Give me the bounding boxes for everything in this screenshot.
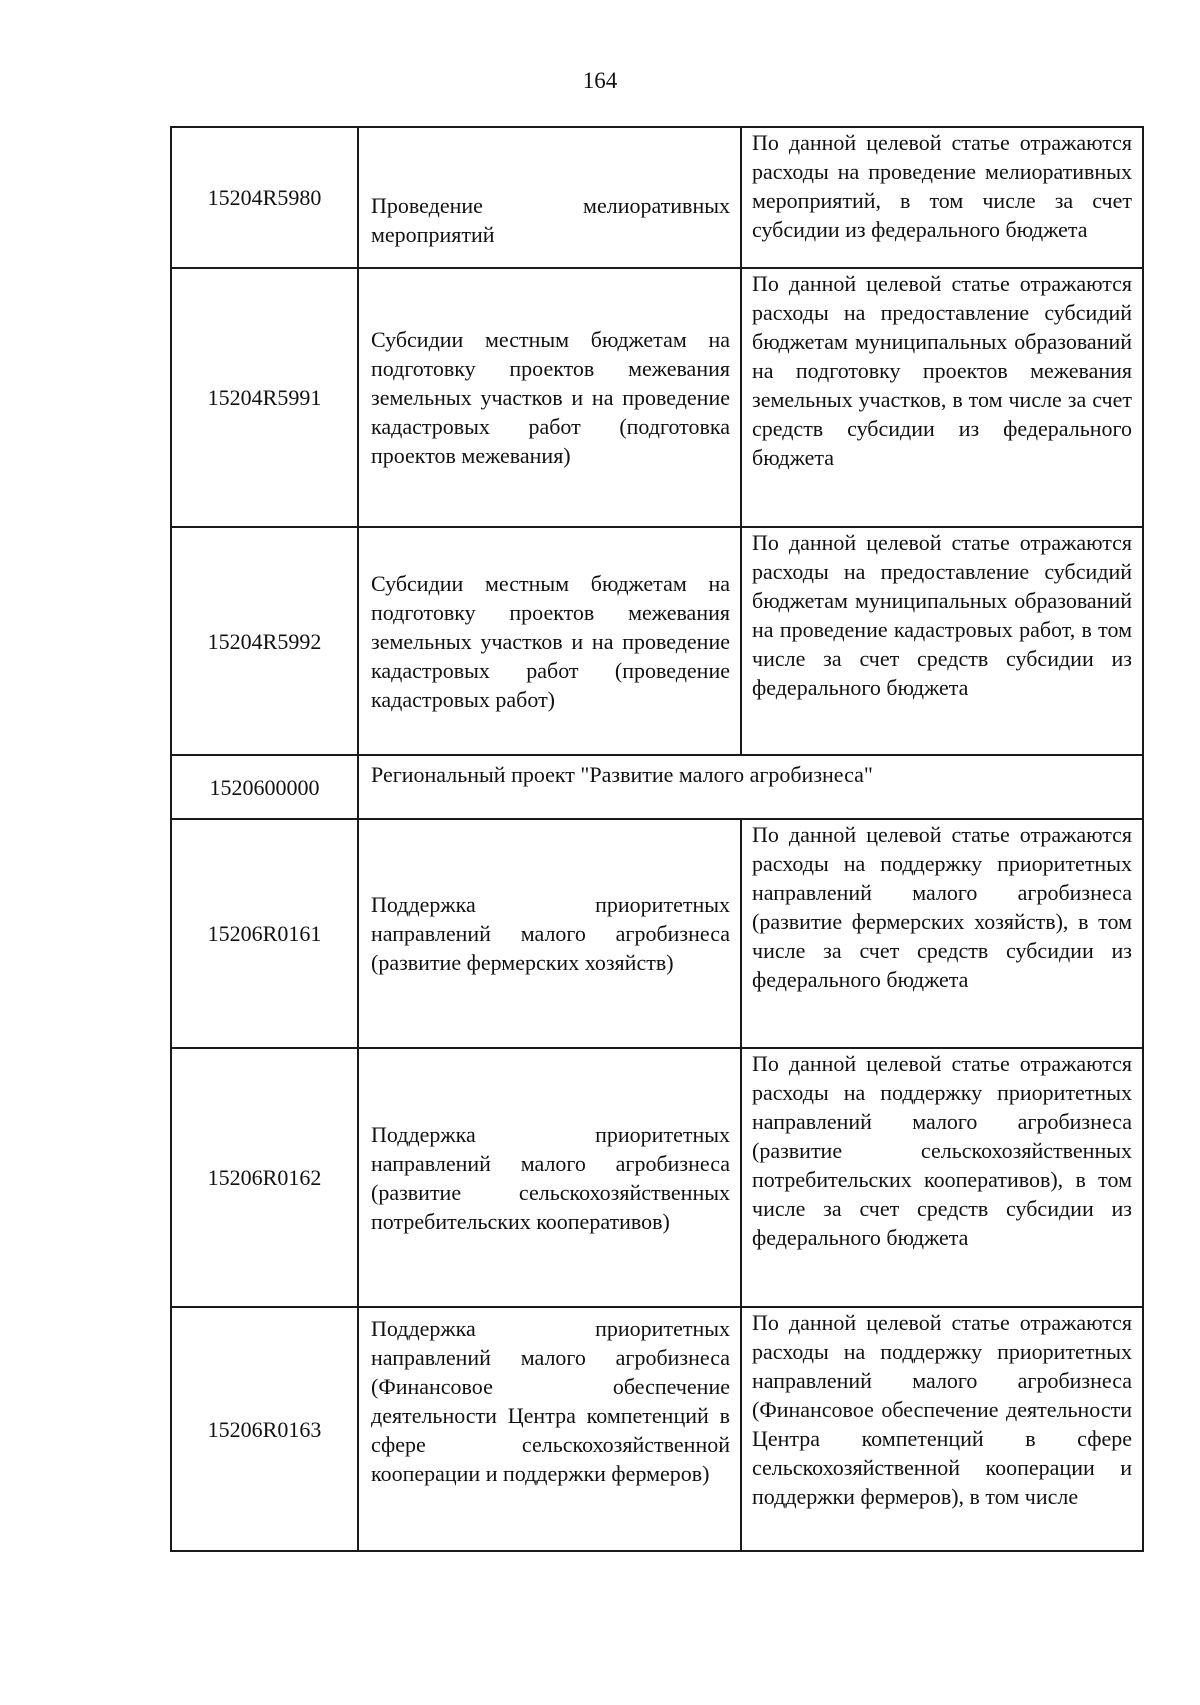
target-code: 15204R5992: [171, 527, 358, 755]
expense-name: Поддержка приоритетных направлений малого агробизнеса (развитие сельскохозяйственных потребительских кооперативов): [358, 1048, 741, 1307]
expense-name: Проведение мелиоративных мероприятий: [358, 127, 741, 268]
expense-name: Поддержка приоритетных направлений малого агробизнеса (развитие фермерских хозяйств): [358, 819, 741, 1048]
target-code: 15206R0163: [171, 1307, 358, 1551]
table-row: [171, 819, 1143, 1048]
expense-name: Субсидии местным бюджетам на подготовку проектов межевания земельных участков и на проведение кадастровых работ (подготовка проектов межевания): [358, 268, 741, 527]
table-row: [171, 268, 1143, 527]
table-row: [171, 1307, 1143, 1551]
budget-classification-table: [170, 126, 1144, 1552]
table-row: [171, 127, 1143, 268]
target-code: 1520600000: [171, 755, 358, 819]
table-row: [171, 1048, 1143, 1307]
table-row: [171, 755, 1143, 819]
target-code: 15206R0161: [171, 819, 358, 1048]
expense-description: По данной целевой статье отражаются расходы на предоставление субсидий бюджетам муниципальных образований на проведение кадастровых работ, в том числе за счет средств субсидии из федерального бюджета: [741, 527, 1143, 755]
expense-description: По данной целевой статье отражаются расходы на предоставление субсидий бюджетам муниципальных образований на подготовку проектов межевания земельных участков, в том числе за счет средств субсидии из федерального бюджета: [741, 268, 1143, 527]
expense-description: По данной целевой статье отражаются расходы на поддержку приоритетных направлений малого агробизнеса (Финансовое обеспечение деятельности Центра компетенций в сфере сельскохозяйственной кооперации и поддержки фермеров), в том числе: [741, 1307, 1143, 1551]
table-row: [171, 527, 1143, 755]
expense-description: По данной целевой статье отражаются расходы на поддержку приоритетных направлений малого агробизнеса (развитие сельскохозяйственных потребительских кооперативов), в том числе за счет средств субсидии из федерального бюджета: [741, 1048, 1143, 1307]
expense-name: Субсидии местным бюджетам на подготовку проектов межевания земельных участков и на проведение кадастровых работ (проведение кадастровых работ): [358, 527, 741, 755]
expense-description: По данной целевой статье отражаются расходы на проведение мелиоративных мероприятий, в том числе за счет субсидии из федерального бюджета: [741, 127, 1143, 268]
expense-name: Поддержка приоритетных направлений малого агробизнеса (Финансовое обеспечение деятельности Центра компетенций в сфере сельскохозяйственной кооперации и поддержки фермеров): [358, 1307, 741, 1551]
page-number: 164: [582, 68, 618, 93]
expense-description: По данной целевой статье отражаются расходы на поддержку приоритетных направлений малого агробизнеса (развитие фермерских хозяйств), в том числе за счет средств субсидии из федерального бюджета: [741, 819, 1143, 1048]
target-code: 15204R5991: [171, 268, 358, 527]
regional-project-title: Региональный проект "Развитие малого агробизнеса": [358, 755, 1143, 819]
target-code: 15204R5980: [171, 127, 358, 268]
target-code: 15206R0162: [171, 1048, 358, 1307]
